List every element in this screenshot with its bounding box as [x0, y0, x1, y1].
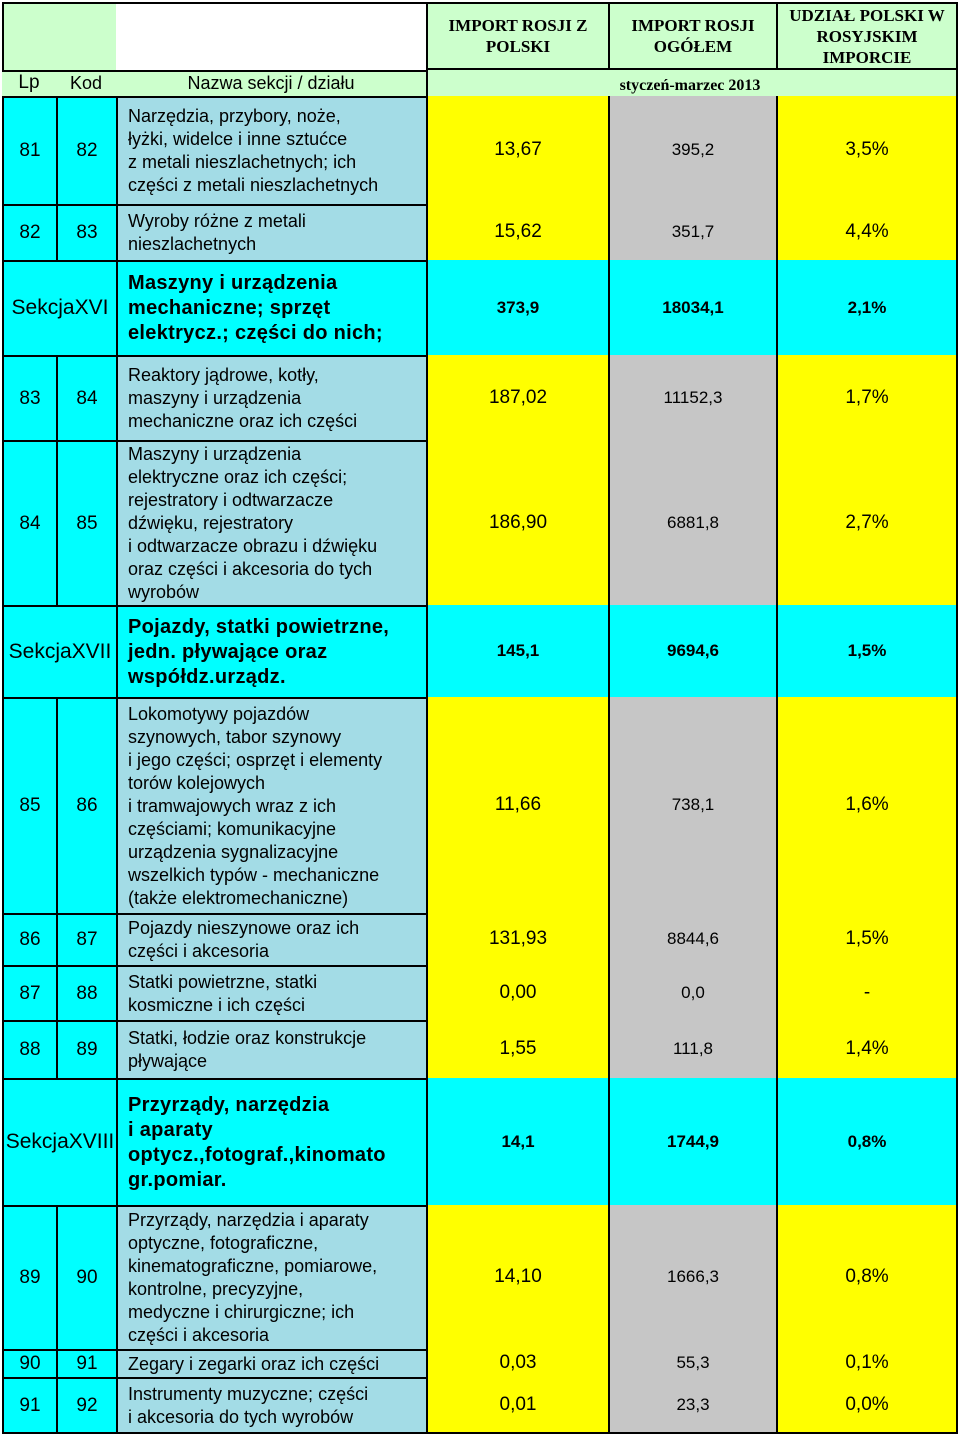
import-total-value: 18034,1	[608, 260, 776, 355]
import-pl-value: 373,9	[426, 260, 608, 355]
item-name-text	[128, 364, 357, 433]
share-value: 1,4%	[776, 1020, 958, 1078]
item-name-line: Przyrządy, narzędzia i aparaty	[128, 1210, 369, 1230]
section-label-line: Sekcja	[8, 639, 72, 663]
item-name-line: części i akcesoria	[128, 941, 270, 961]
import-total-value: 351,7	[608, 204, 776, 260]
section-label-line: XVIII	[68, 1130, 115, 1154]
import-total-value: 9694,6	[608, 605, 776, 697]
kod-cell: 90	[56, 1205, 116, 1349]
share-value: 1,5%	[776, 605, 958, 697]
item-name-line: z metali nieszlachetnych; ich	[128, 152, 357, 172]
item-name-line: Statki, łodzie oraz konstrukcje	[128, 1028, 367, 1048]
import-total-value: 111,8	[608, 1020, 776, 1078]
import-pl-value: 145,1	[426, 605, 608, 697]
item-name-text	[128, 615, 389, 690]
section-label-line: Sekcja	[11, 296, 75, 320]
header-name-band	[116, 2, 426, 70]
header-period-text: styczeń-marzec 2013	[619, 76, 761, 94]
item-name-line: Maszyny i urządzenia	[128, 444, 302, 464]
item-name	[116, 1349, 426, 1377]
header-share: UDZIAŁ POLSKI W ROSYJSKIM IMPORCIE	[776, 2, 958, 68]
item-name-text	[128, 1027, 366, 1073]
share-value: 2,7%	[776, 440, 958, 605]
lp-cell: 87	[2, 965, 56, 1020]
import-pl-value: 15,62	[426, 204, 608, 260]
header-import-total: IMPORT ROSJI OGÓŁEM	[608, 2, 776, 68]
share-value: 4,4%	[776, 204, 958, 260]
import-pl-value: 11,66	[426, 697, 608, 913]
item-name-line: współdz.urządz.	[128, 665, 286, 688]
kod-cell: 85	[56, 440, 116, 605]
lp-cell: 81	[2, 96, 56, 204]
item-name-line: jedn. pływające oraz	[128, 640, 328, 663]
item-name-line: wszelkich typów - mechaniczne	[128, 864, 380, 885]
item-name-line: rejestratory i odtwarzacze	[128, 490, 334, 510]
import-pl-value: 14,10	[426, 1205, 608, 1349]
item-name-text	[128, 1353, 379, 1376]
import-total-value: 11152,3	[608, 355, 776, 440]
item-name-line: Instrumenty muzyczne; części	[128, 1383, 369, 1404]
kod-cell: 88	[56, 965, 116, 1020]
import-total-value: 1666,3	[608, 1205, 776, 1349]
section-label-line: XVI	[74, 296, 109, 320]
item-name-line: urządzenia sygnalizacyjne	[128, 841, 339, 862]
header-lp: Lp	[18, 72, 40, 93]
item-name-line: Reaktory jądrowe, kotły,	[128, 365, 319, 385]
item-name-line: medyczne i chirurgiczne; ich	[128, 1302, 355, 1322]
item-name-line: (także elektromechaniczne)	[128, 887, 349, 908]
item-name-line: Przyrządy, narzędzia	[128, 1093, 330, 1116]
import-total-value: 8844,6	[608, 913, 776, 965]
item-name-line: nieszlachetnych	[128, 234, 257, 254]
share-value: -	[776, 965, 958, 1020]
import-total-value: 23,3	[608, 1377, 776, 1432]
item-name-line: łyżki, widelce i inne sztućce	[128, 129, 348, 149]
item-name-text	[128, 210, 306, 256]
header-nazwa: Nazwa sekcji / działu	[187, 72, 355, 93]
item-name-line: optyczne, fotograficzne,	[128, 1233, 319, 1253]
item-name-text	[128, 971, 317, 1017]
item-name-text	[128, 443, 377, 604]
item-name-line: i akcesoria do tych wyrobów	[128, 1406, 354, 1427]
kod-cell: 91	[56, 1349, 116, 1377]
item-name-line: dźwięku, rejestratory	[128, 513, 294, 533]
share-value: 1,6%	[776, 697, 958, 913]
item-name	[116, 440, 426, 605]
lp-cell: 88	[2, 1020, 56, 1078]
item-name-line: i jego części; osprzęt i elementy	[128, 749, 383, 770]
share-value: 1,7%	[776, 355, 958, 440]
import-pl-value: 131,93	[426, 913, 608, 965]
kod-cell: 83	[56, 204, 116, 260]
import-total-value: 738,1	[608, 697, 776, 913]
section-label-line: Sekcja	[5, 1130, 69, 1154]
item-name-line: częściami; komunikacyjne	[128, 818, 337, 839]
kod-cell: 86	[56, 697, 116, 913]
share-value: 0,0%	[776, 1377, 958, 1432]
item-name	[116, 355, 426, 440]
import-pl-value: 13,67	[426, 96, 608, 204]
item-name-line: Narzędzia, przybory, noże,	[128, 106, 341, 126]
item-name	[116, 1377, 426, 1432]
import-total-value: 395,2	[608, 96, 776, 204]
item-name-text	[128, 1383, 368, 1429]
item-name-line: części z metali nieszlachetnych	[128, 175, 379, 195]
section-label	[2, 605, 116, 697]
item-name-line: torów kolejowych	[128, 772, 266, 793]
item-name-line: Pojazdy nieszynowe oraz ich	[128, 918, 360, 938]
item-name-line: Maszyny i urządzenia	[128, 272, 338, 294]
lp-cell: 86	[2, 913, 56, 965]
lp-cell: 84	[2, 440, 56, 605]
item-name-text	[128, 271, 383, 346]
item-name	[116, 913, 426, 965]
import-total-value: 6881,8	[608, 440, 776, 605]
item-name-text	[128, 105, 378, 197]
item-name-line: elektryczne oraz ich części;	[128, 467, 348, 487]
lp-cell: 85	[2, 697, 56, 913]
lp-cell: 83	[2, 355, 56, 440]
item-name-line: i tramwajowych wraz z ich	[128, 795, 337, 816]
item-name	[116, 96, 426, 204]
item-name-line: Statki powietrzne, statki	[128, 971, 318, 992]
item-name-text	[128, 703, 382, 910]
item-name-line: mechaniczne oraz ich części	[128, 411, 358, 431]
import-pl-value: 0,00	[426, 965, 608, 1020]
section-label	[2, 260, 116, 355]
share-value: 0,8%	[776, 1078, 958, 1205]
item-name-line: części i akcesoria	[128, 1325, 270, 1345]
item-name-line: elektrycz.; części do nich;	[128, 322, 383, 344]
lp-cell: 89	[2, 1205, 56, 1349]
header-kod: Kod	[69, 72, 103, 93]
import-pl-value: 1,55	[426, 1020, 608, 1078]
table-bottom-border	[2, 1432, 958, 1434]
item-name	[116, 697, 426, 913]
item-name-line: pływające	[128, 1051, 208, 1071]
item-name	[116, 204, 426, 260]
kod-cell: 92	[56, 1377, 116, 1432]
item-name-line: Wyroby różne z metali	[128, 211, 306, 231]
import-pl-value: 186,90	[426, 440, 608, 605]
item-name	[116, 1078, 426, 1205]
kod-cell: 82	[56, 96, 116, 204]
item-name-line: szynowych, tabor szynowy	[128, 726, 342, 747]
import-pl-value: 0,03	[426, 1349, 608, 1377]
kod-cell: 84	[56, 355, 116, 440]
share-value: 0,1%	[776, 1349, 958, 1377]
item-name-text	[128, 1209, 377, 1347]
item-name-text	[128, 917, 359, 963]
item-name-line: kosmiczne i ich części	[128, 994, 306, 1015]
import-pl-value: 14,1	[426, 1078, 608, 1205]
item-name-line: i odtwarzacze obrazu i dźwięku	[128, 536, 378, 556]
item-name-line: Pojazdy, statki powietrzne,	[128, 615, 390, 638]
item-name-line: optycz.,fotograf.,kinomato	[128, 1143, 386, 1166]
import-pl-value: 187,02	[426, 355, 608, 440]
lp-cell: 91	[2, 1377, 56, 1432]
item-name-line: wyrobów	[128, 582, 200, 602]
lp-cell: 82	[2, 204, 56, 260]
import-total-value: 1744,9	[608, 1078, 776, 1205]
section-label-line: XVII	[71, 639, 112, 663]
lp-cell: 90	[2, 1349, 56, 1377]
item-name-line: kinematograficzne, pomiarowe,	[128, 1256, 378, 1276]
item-name	[116, 260, 426, 355]
import-total-value: 55,3	[608, 1349, 776, 1377]
item-name-line: oraz części i akcesoria do tych	[128, 559, 373, 579]
import-total-value: 0,0	[608, 965, 776, 1020]
item-name	[116, 1205, 426, 1349]
item-name-line: Lokomotywy pojazdów	[128, 703, 310, 724]
share-value: 3,5%	[776, 96, 958, 204]
kod-cell: 89	[56, 1020, 116, 1078]
share-value: 2,1%	[776, 260, 958, 355]
item-name-line: Zegary i zegarki oraz ich części	[128, 1353, 380, 1374]
item-name-line: maszyny i urządzenia	[128, 388, 302, 408]
section-label	[2, 1078, 116, 1205]
item-name	[116, 965, 426, 1020]
item-name-line: i aparaty	[128, 1118, 213, 1141]
item-name	[116, 605, 426, 697]
share-value: 1,5%	[776, 913, 958, 965]
item-name-text	[128, 1093, 386, 1193]
header-left-band	[2, 2, 116, 70]
item-name-line: gr.pomiar.	[128, 1168, 227, 1191]
header-import-pl: IMPORT ROSJI Z POLSKI	[426, 2, 608, 68]
import-pl-value: 0,01	[426, 1377, 608, 1432]
item-name-line: mechaniczne; sprzęt	[128, 297, 331, 319]
share-value: 0,8%	[776, 1205, 958, 1349]
kod-cell: 87	[56, 913, 116, 965]
item-name-line: kontrolne, precyzyjne,	[128, 1279, 304, 1299]
item-name	[116, 1020, 426, 1078]
